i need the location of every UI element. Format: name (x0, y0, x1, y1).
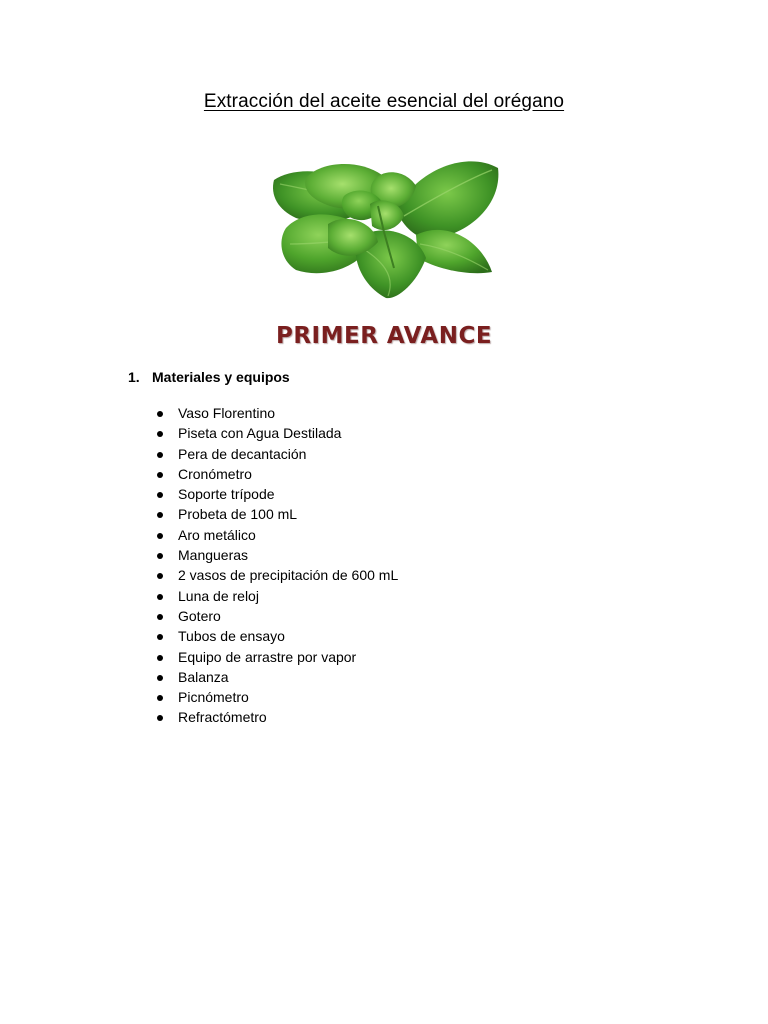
bullet-icon (157, 452, 163, 458)
list-item: Probeta de 100 mL (154, 504, 398, 524)
bullet-icon (157, 472, 163, 478)
bullet-icon (157, 512, 163, 518)
bullet-icon (157, 553, 163, 559)
section-heading-text: Materiales y equipos (152, 369, 290, 385)
bullet-icon (157, 492, 163, 498)
bullet-icon (157, 533, 163, 539)
bullet-icon (157, 594, 163, 600)
list-item: Balanza (154, 667, 398, 687)
bullet-icon (157, 573, 163, 579)
oregano-leaves-image (266, 140, 502, 310)
bullet-icon (157, 431, 163, 437)
list-item: Soporte trípode (154, 484, 398, 504)
list-item: Tubos de ensayo (154, 626, 398, 646)
leaf (416, 230, 492, 273)
list-item: 2 vasos de precipitación de 600 mL (154, 565, 398, 585)
materials-list (154, 403, 398, 728)
list-item: Mangueras (154, 545, 398, 565)
bullet-icon (157, 695, 163, 701)
list-item: Refractómetro (154, 707, 398, 727)
list-item: Aro metálico (154, 525, 398, 545)
list-item: Equipo de arrastre por vapor (154, 647, 398, 667)
bullet-icon (157, 614, 163, 620)
list-item: Cronómetro (154, 464, 398, 484)
list-item: Piseta con Agua Destilada (154, 423, 398, 443)
bullet-icon (157, 715, 163, 721)
list-item: Picnómetro (154, 687, 398, 707)
list-item: Luna de reloj (154, 586, 398, 606)
bullet-icon (157, 655, 163, 661)
list-item: Gotero (154, 606, 398, 626)
list-item: Pera de decantación (154, 444, 398, 464)
section-banner: PRIMER AVANCE (275, 323, 493, 349)
section-number: 1. (128, 369, 140, 385)
bullet-icon (157, 634, 163, 640)
list-item: Vaso Florentino (154, 403, 398, 423)
bullet-icon (157, 675, 163, 681)
section-heading (128, 369, 290, 385)
document-title: Extracción del aceite esencial del orégano (203, 91, 565, 112)
bullet-icon (157, 411, 163, 417)
